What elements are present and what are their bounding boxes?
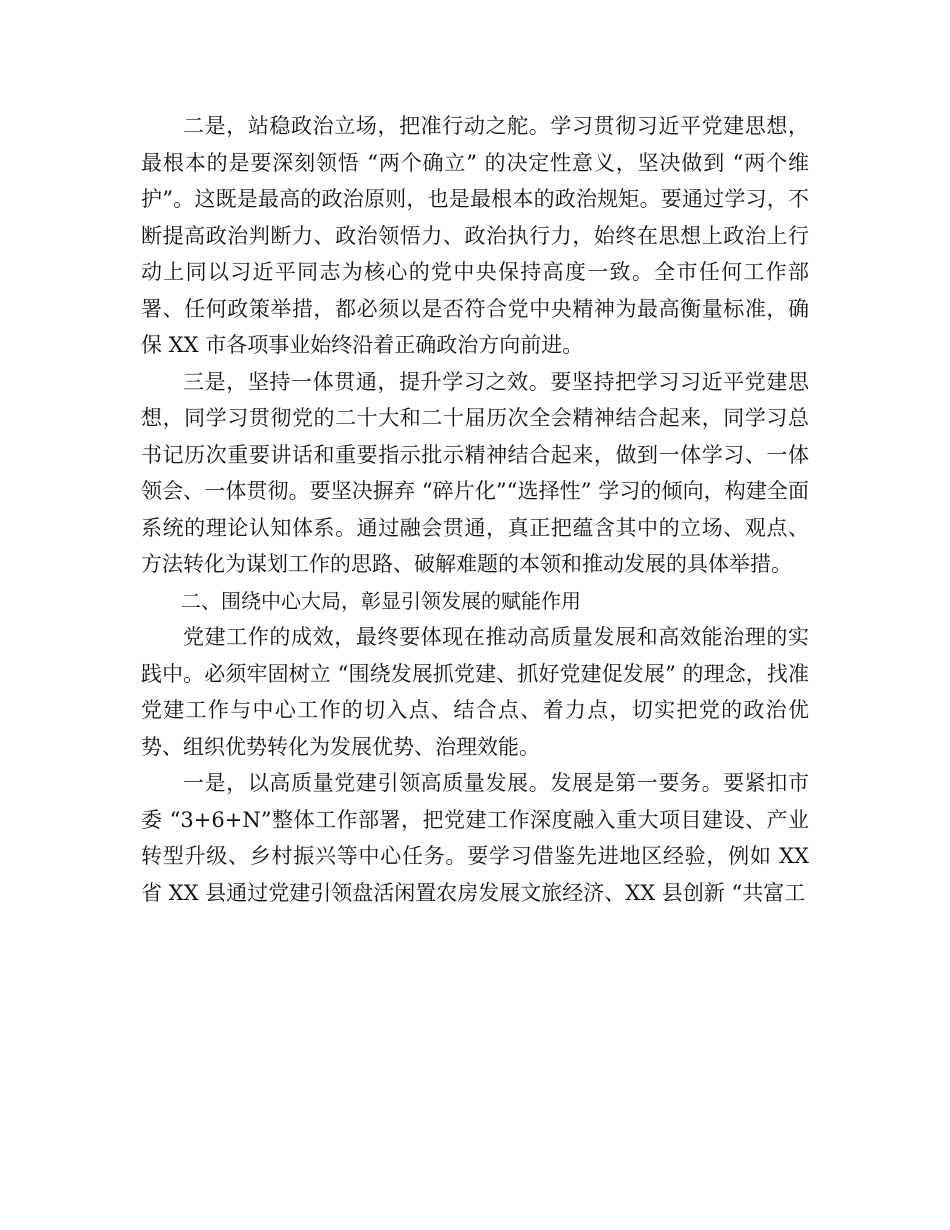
section-heading: 二、围绕中心大局，彰显引领发展的赋能作用 <box>181 588 581 613</box>
document-body <box>141 108 809 911</box>
paragraph-integrated-learning: 三是，坚持一体贯通，提升学习之效。要坚持把学习习近平党建思想，同学习贯彻党的二十大和二十届历次全会精神结合起来，同学习总书记历次重要讲话和重要指示批示精神结合起来，做到一体学习、一体领会、一体贯彻。要坚决摒弃 “碎片化”“选择性” 学习的倾向，构建全面系统的理论认知体系。通过融会贯通，真正把蕴含其中的立场、观点、方法转化为谋划工作的思路、破解难题的本领和推动发展的具体举措。 <box>141 369 809 576</box>
paragraph-party-building-effect: 党建工作的成效，最终要体现在推动高质量发展和高效能治理的实践中。必须牢固树立 “围绕发展抓党建、抓好党建促发展” 的理念，找准党建工作与中心工作的切入点、结合点、着力点，切实把党的政治优势、组织优势转化为发展优势、治理效能。 <box>141 625 809 759</box>
paragraph-high-quality-development: 一是，以高质量党建引领高质量发展。发展是第一要务。要紧扣市委 “3+6+N”整体工作部署，把党建工作深度融入重大项目建设、产业转型升级、乡村振兴等中心任务。要学习借鉴先进地区经验，例如 XX 省 XX 县通过党建引领盘活闲置农房发展文旅经济、XX 县创新 “共富工 <box>141 771 809 905</box>
paragraph-political-stance: 二是，站稳政治立场，把准行动之舵。学习贯彻习近平党建思想，最根本的是要深刻领悟 “两个确立” 的决定性意义，坚决做到 “两个维护”。这既是最高的政治原则，也是最根本的政治规矩。要通过学习，不断提高政治判断力、政治领悟力、政治执行力，始终在思想上政治上行动上同以习近平同志为核心的党中央保持高度一致。全市任何工作部署、任何政策举措，都必须以是否符合党中央精神为最高衡量标准，确保 XX 市各项事业始终沿着正确政治方向前进。 <box>141 114 809 357</box>
